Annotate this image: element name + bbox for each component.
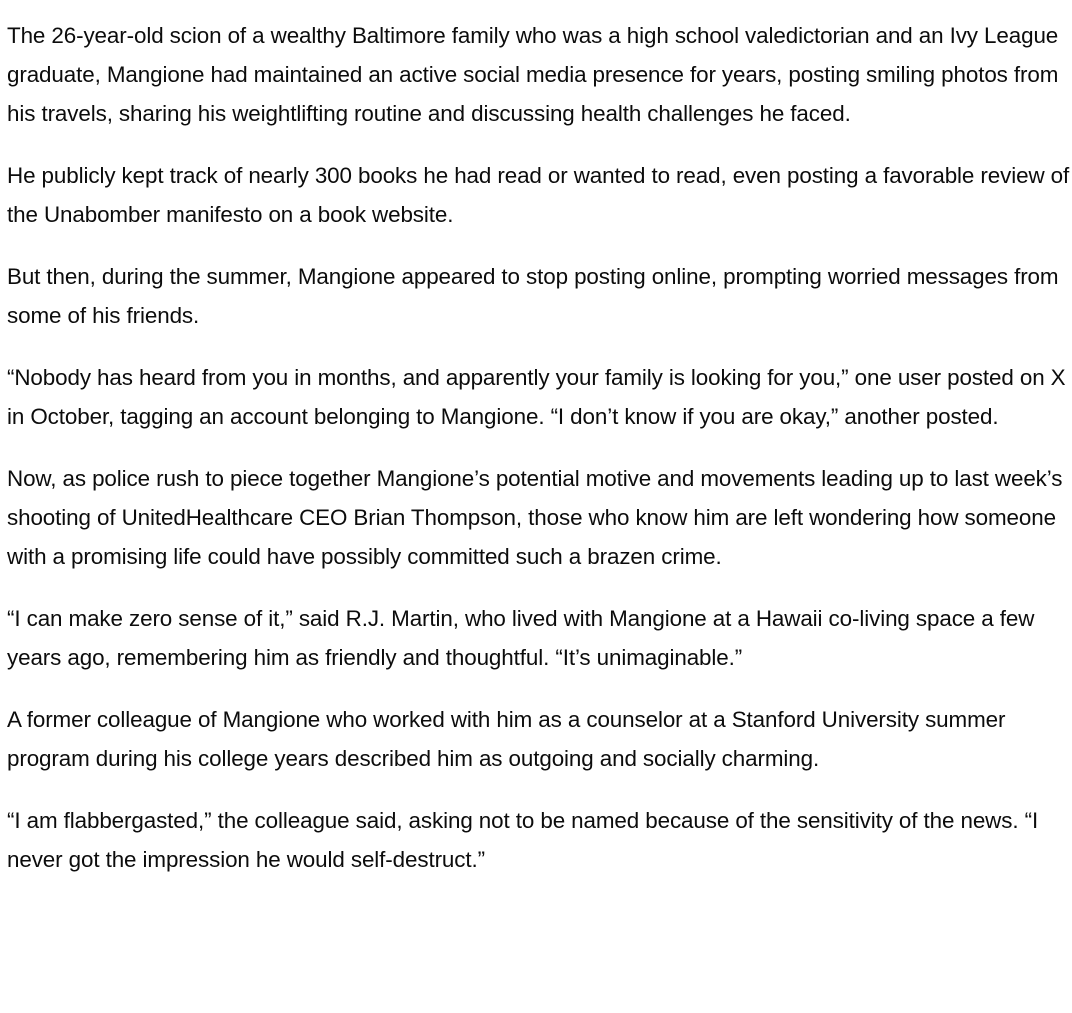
- paragraph-5: Now, as police rush to piece together Mangione’s potential motive and movements leading up to last week’s shooting of UnitedHealthcare CEO Brian Thompson, those who know him are left wondering how someone with a promising life could have possibly committed such a brazen crime.: [7, 466, 1063, 569]
- paragraph-7: A former colleague of Mangione who worked with him as a counselor at a Stanford University summer program during his college years described him as outgoing and socially charming.: [7, 707, 1006, 771]
- paragraph-4: “Nobody has heard from you in months, and apparently your family is looking for you,” one user posted on X in October, tagging an account belonging to Mangione. “I don’t know if you are okay,” another posted.: [7, 365, 1066, 429]
- paragraph-3: But then, during the summer, Mangione appeared to stop posting online, prompting worried messages from some of his friends.: [7, 264, 1059, 328]
- paragraph-6: “I can make zero sense of it,” said R.J. Martin, who lived with Mangione at a Hawaii co-living space a few years ago, remembering him as friendly and thoughtful. “It’s unimaginable.”: [7, 606, 1035, 670]
- paragraph-1: The 26-year-old scion of a wealthy Baltimore family who was a high school valedictorian and an Ivy League graduate, Mangione had maintained an active social media presence for years, posting smiling photos from his travels, sharing his weightlifting routine and discussing health challenges he faced.: [7, 23, 1059, 126]
- paragraph-8: “I am flabbergasted,” the colleague said, asking not to be named because of the sensitivity of the news. “I never got the impression he would self-destruct.”: [7, 808, 1039, 872]
- paragraph-2: He publicly kept track of nearly 300 books he had read or wanted to read, even posting a favorable review of the Unabomber manifesto on a book website.: [7, 163, 1070, 227]
